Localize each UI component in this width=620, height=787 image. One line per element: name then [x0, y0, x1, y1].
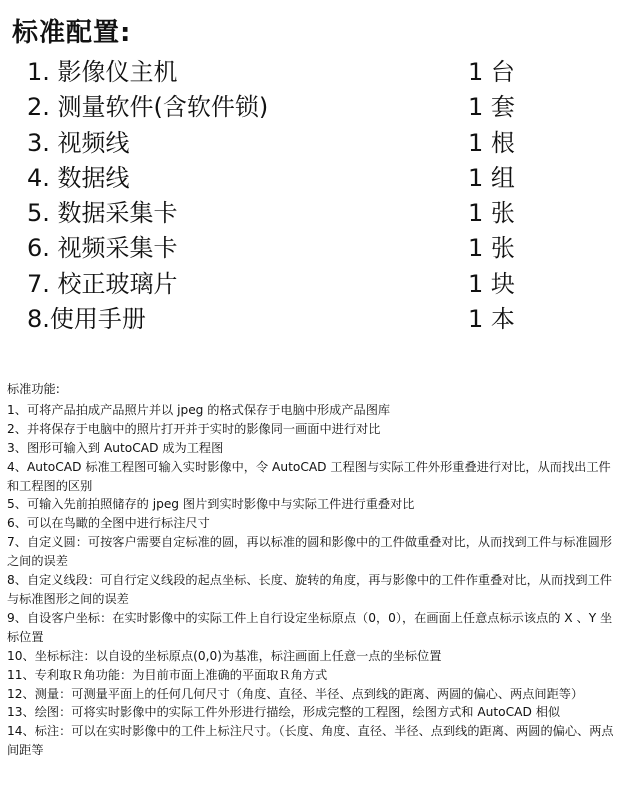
feature-item: 14、标注：可以在实时影像中的工件上标注尺寸。（长度、角度、直径、半径、点到线的距离、两圆的偏心、两点间距等 — [7, 724, 614, 758]
feature-item: 11、专利取Ｒ角功能：为目前市面上准确的平面取Ｒ角方式 — [7, 667, 328, 682]
feature-item: 6、可以在鸟瞰的全图中进行标注尺寸 — [7, 516, 210, 531]
config-item-quantity: 1 台 — [468, 58, 515, 86]
feature-item: 9、自设客户坐标：在实时影像中的实际工件上自行设定坐标原点（0，0），在画面上任意点标示该点的 X 、Y 坐标位置 — [7, 610, 613, 644]
feature-item: 3、图形可输入到 AutoCAD 成为工程图 — [7, 440, 224, 455]
config-item-quantity: 1 套 — [468, 93, 515, 122]
config-item — [0, 121, 620, 156]
feature-item: 13、绘图：可将实时影像中的实际工件外形进行描绘，形成完整的工程图，绘图方式和 AutoCAD 相似 — [7, 705, 561, 720]
config-item-name: 4. 数据线 — [27, 163, 130, 192]
config-item-quantity: 1 根 — [468, 128, 515, 157]
config-item — [0, 226, 620, 261]
config-item — [0, 262, 620, 297]
config-item — [0, 50, 620, 85]
feature-item: 2、并将保存于电脑中的照片打开并于实时的影像同一画面中进行对比 — [7, 421, 381, 436]
config-item — [0, 156, 620, 191]
config-item — [0, 85, 620, 120]
feature-item: 5、可输入先前拍照储存的 jpeg 图片到实时影像中与实际工件进行重叠对比 — [7, 497, 415, 512]
feature-item: 10、坐标标注：以自设的坐标原点(0,0)为基准，标注画面上任意一点的坐标位置 — [7, 648, 442, 663]
feature-item: 4、AutoCAD 标准工程图可输入实时影像中，令 AutoCAD 工程图与实际工件外形重叠进行对比，从而找出工件和工程图的区别 — [7, 459, 611, 493]
config-item-quantity: 1 块 — [468, 269, 515, 298]
config-item-name: 3. 视频线 — [27, 128, 130, 157]
config-item-quantity: 1 组 — [468, 163, 515, 192]
page-title: 标准配置: — [12, 18, 132, 48]
config-item — [0, 297, 620, 332]
config-item-name: 7. 校正玻璃片 — [27, 269, 178, 298]
config-item-name: 8.使用手册 — [27, 305, 146, 334]
feature-item: 7、自定义圆：可按客户需要自定标准的圆，再以标准的圆和影像中的工件做重叠对比，从而找到工件与标准圆形之间的误差 — [7, 535, 612, 569]
standard-config-list — [0, 50, 620, 332]
config-item-quantity: 1 张 — [468, 234, 515, 263]
feature-item: 8、自定义线段：可自行定义线段的起点坐标、长度、旋转的角度，再与影像中的工件作重叠对比，从而找到工件与标准图形之间的误差 — [7, 573, 612, 606]
config-item — [0, 191, 620, 226]
feature-item: 12、测量：可测量平面上的任何几何尺寸（角度、直径、半径、点到线的距离、两圆的偏心、两点间距等） — [7, 686, 584, 701]
config-item-name: 6. 视频采集卡 — [27, 234, 178, 263]
features-heading: 标准功能: — [7, 382, 60, 396]
config-item-name: 2. 测量软件(含软件锁) — [27, 93, 269, 122]
config-item-quantity: 1 张 — [468, 199, 515, 228]
standard-features-section — [7, 380, 615, 760]
feature-item: 1、可将产品拍成产品照片并以 jpeg 的格式保存于电脑中形成产品图库 — [7, 402, 391, 417]
config-item-quantity: 1 本 — [468, 305, 515, 334]
config-item-name: 5. 数据采集卡 — [27, 199, 178, 228]
config-item-name: 1. 影像仪主机 — [27, 58, 178, 86]
